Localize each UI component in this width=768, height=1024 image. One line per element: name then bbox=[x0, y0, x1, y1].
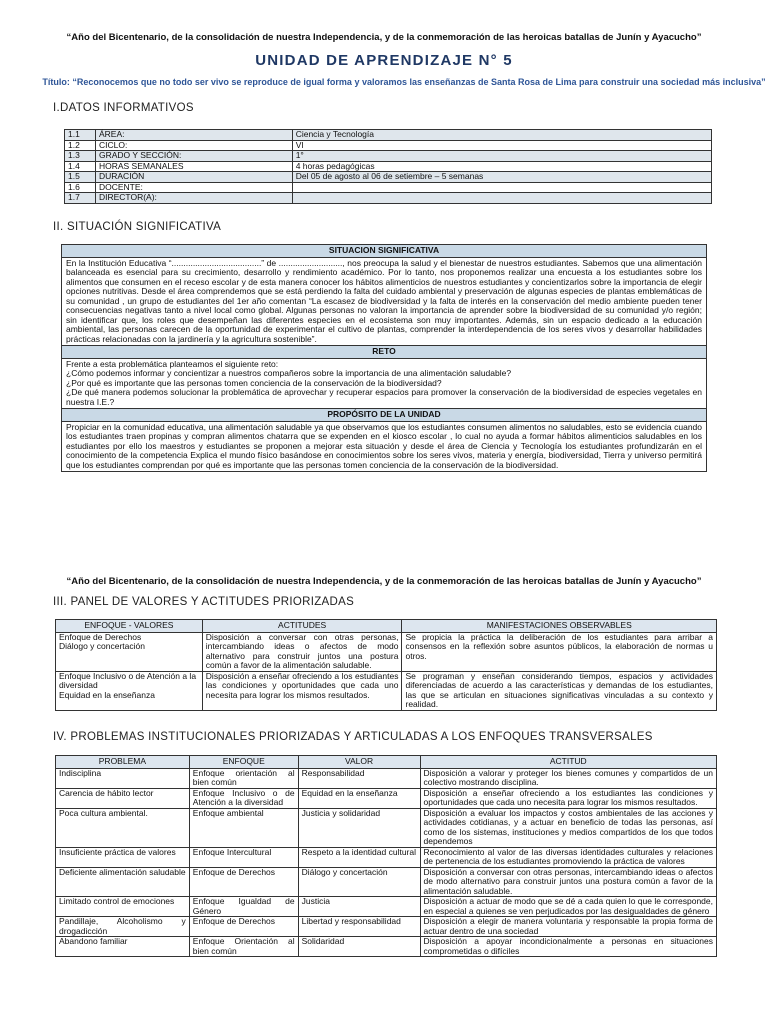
problemas-col-actitud: ACTITUD bbox=[420, 756, 717, 769]
problemas-enfoque: Enfoque Orientación al bien común bbox=[189, 937, 298, 957]
proposito-header: PROPÓSITO DE LA UNIDAD bbox=[62, 409, 707, 422]
proposito-text: Propiciar en la comunidad educativa, una alimentación saludable ya que observamos que los estudiantes consumen alimentos no saludables, esto se evidencia cuando los estudiantes traen propinas y compran alimentos chatarra que se expenden en el kiosco escolar , lo cual no ayuda a formar hábitos alimenticios saludables en los estudiantes por ello los maestros y estudiantes se proponen a mejorar esta situación y desde el área de Ciencia y Tecnología los estudiantes profundizarán en el conocimiento de la competencia Explica el mundo físico basándose en conocimientos sobre los seres vivos, materia y energía, biodiversidad, Tierra y universo permitirá que los estudiantes comprendan por qué es importante que las personas tomen conciencia de la conservación de la biodiversidad. bbox=[62, 421, 707, 472]
valores-actitud: Disposición a enseñar ofreciendo a los estudiantes las condiciones y oportunidades que cada uno necesita para lograr los mismos resultados. bbox=[202, 671, 402, 710]
datos-value: Del 05 de agosto al 06 de setiembre – 5 semanas bbox=[292, 172, 711, 183]
problemas-valor: Responsabilidad bbox=[298, 768, 420, 788]
problemas-problema: Carencia de hábito lector bbox=[56, 788, 190, 808]
problemas-problema: Indisciplina bbox=[56, 768, 190, 788]
problemas-actitud: Disposición a apoyar incondicionalmente a personas en situaciones comprometidas o difíciles bbox=[420, 937, 717, 957]
problemas-enfoque: Enfoque ambiental bbox=[189, 808, 298, 847]
problemas-valor: Respeto a la identidad cultural bbox=[298, 847, 420, 867]
problemas-row bbox=[56, 897, 717, 917]
situacion-header: SITUACION SIGNIFICATIVA bbox=[62, 245, 707, 258]
unit-title: UNIDAD DE APRENDIZAJE N° 5 bbox=[255, 52, 513, 69]
problemas-valor: Diálogo y concertación bbox=[298, 867, 420, 897]
valores-enfoque-line: Diálogo y concertación bbox=[59, 641, 145, 652]
datos-label: GRADO Y SECCIÓN: bbox=[95, 151, 292, 162]
datos-value: 1° bbox=[292, 151, 711, 162]
problemas-valor: Justicia bbox=[298, 897, 420, 917]
problemas-problema: Pandillaje, Alcoholismo y drogadicción bbox=[56, 917, 190, 937]
problemas-actitud: Reconocimiento al valor de las diversas identidades culturales y relaciones de pertenencia de los estudiantes promoviendo la práctica de valores bbox=[420, 847, 717, 867]
section-problemas: IV. PROBLEMAS INSTITUCIONALES PRIORIZADAS Y ARTICULADAS A LOS ENFOQUES TRANSVERSALES bbox=[53, 731, 653, 743]
problemas-col-valor: VALOR bbox=[298, 756, 420, 769]
problemas-enfoque: Enfoque Igualdad de Género bbox=[189, 897, 298, 917]
datos-row bbox=[65, 161, 712, 172]
problemas-row bbox=[56, 847, 717, 867]
valores-manifestacion: Se propicia la práctica la deliberación de los estudiantes para arribar a consensos en la reflexión sobre asuntos públicos, la elaboración de normas u otros. bbox=[402, 632, 717, 671]
datos-row bbox=[65, 193, 712, 204]
problemas-problema: Insuficiente práctica de valores bbox=[56, 847, 190, 867]
datos-label: CICLO: bbox=[95, 140, 292, 151]
valores-enfoque-line: Enfoque de Derechos bbox=[59, 631, 142, 642]
reto-line: ¿De qué manera podemos solucionar la problemática de aprovechar y recuperar espacios para promover la conservación de la biodiversidad de especies vegetales en nuestra I.E.? bbox=[66, 387, 702, 407]
problemas-table bbox=[55, 755, 717, 957]
datos-value bbox=[292, 182, 711, 193]
datos-row bbox=[65, 140, 712, 151]
valores-row bbox=[56, 671, 717, 710]
datos-row bbox=[65, 130, 712, 141]
problemas-actitud: Disposición a enseñar ofreciendo a los estudiantes las condiciones y oportunidades que cada uno necesita para lograr los mismos resultados. bbox=[420, 788, 717, 808]
problemas-enfoque: Enfoque de Derechos bbox=[189, 867, 298, 897]
datos-label: ÁREA: bbox=[95, 130, 292, 141]
problemas-enfoque: Enfoque Inclusivo o de Atención a la diversidad bbox=[189, 788, 298, 808]
reto-line: Frente a esta problemática planteamos el siguiente reto: bbox=[66, 358, 279, 369]
problemas-col-problema: PROBLEMA bbox=[56, 756, 190, 769]
problemas-row bbox=[56, 917, 717, 937]
problemas-actitud: Disposición a elegir de manera voluntaria y responsable la propia forma de actuar dentro de una sociedad bbox=[420, 917, 717, 937]
problemas-actitud: Disposición a valorar y proteger los bienes comunes y compartidos de un colectivo mostrando disciplina. bbox=[420, 768, 717, 788]
motto-header: “Año del Bicentenario, de la consolidación de nuestra Independencia, y de la conmemoración de las heroicas batallas de Junín y Ayacucho” bbox=[66, 32, 702, 43]
datos-num: 1.7 bbox=[65, 193, 96, 204]
datos-num: 1.6 bbox=[65, 182, 96, 193]
problemas-problema: Deficiente alimentación saludable bbox=[56, 867, 190, 897]
problemas-problema: Abandono familiar bbox=[56, 937, 190, 957]
problemas-valor: Libertad y responsabilidad bbox=[298, 917, 420, 937]
section-datos-informativos: I.DATOS INFORMATIVOS bbox=[53, 102, 194, 114]
datos-num: 1.2 bbox=[65, 140, 96, 151]
datos-label: DURACIÓN bbox=[95, 172, 292, 183]
valores-table bbox=[55, 619, 717, 711]
valores-col-actitudes: ACTITUDES bbox=[202, 620, 402, 633]
datos-num: 1.5 bbox=[65, 172, 96, 183]
problemas-enfoque: Enfoque Intercultural bbox=[189, 847, 298, 867]
datos-row bbox=[65, 151, 712, 162]
problemas-row bbox=[56, 768, 717, 788]
valores-col-enfoque: ENFOQUE - VALORES bbox=[56, 620, 203, 633]
problemas-row bbox=[56, 937, 717, 957]
situacion-table bbox=[61, 244, 707, 472]
datos-label: DIRECTOR(A): bbox=[95, 193, 292, 204]
valores-row bbox=[56, 632, 717, 671]
section-panel-valores: III. PANEL DE VALORES Y ACTITUDES PRIORIZADAS bbox=[53, 596, 355, 608]
datos-value: Ciencia y Tecnología bbox=[292, 130, 711, 141]
problemas-valor: Solidaridad bbox=[298, 937, 420, 957]
problemas-valor: Equidad en la enseñanza bbox=[298, 788, 420, 808]
datos-row bbox=[65, 182, 712, 193]
unit-subtitle: Título: “Reconocemos que no todo ser vivo se reproduce de igual forma y valoramos las enseñanzas de Santa Rosa de Lima para construir una sociedad más inclusiva” bbox=[42, 77, 766, 87]
motto-header-page2: “Año del Bicentenario, de la consolidación de nuestra Independencia, y de la conmemoración de las heroicas batallas de Junín y Ayacucho” bbox=[66, 576, 702, 587]
datos-label: HORAS SEMANALES bbox=[95, 161, 292, 172]
valores-enfoque bbox=[56, 671, 203, 710]
problemas-actitud: Disposición a evaluar los impactos y costos ambientales de las acciones y actividades cotidianas, y a actuar en beneficio de todas las personas, así como de los sistemas, instituciones y medios compartidos de los que todos dependemos bbox=[420, 808, 717, 847]
valores-manifestacion: Se programan y enseñan considerando tiempos, espacios y actividades diferenciadas de acuerdo a las características y demandas de los estudiantes, las que se articulan en situaciones significativas vinculadas a su contexto y realidad. bbox=[402, 671, 717, 710]
valores-enfoque-line: Equidad en la enseñanza bbox=[59, 689, 155, 700]
datos-num: 1.1 bbox=[65, 130, 96, 141]
reto-line: ¿Por qué es importante que las personas tomen conciencia de la conservación de la biodiversidad? bbox=[66, 377, 442, 388]
valores-enfoque bbox=[56, 632, 203, 671]
valores-enfoque-line: Enfoque Inclusivo o de Atención a la diversidad bbox=[59, 670, 197, 691]
problemas-actitud: Disposición a conversar con otras personas, intercambiando ideas o afectos de modo alternativo para construir juntos una postura común a favor de la alimentación saludable. bbox=[420, 867, 717, 897]
datos-table bbox=[64, 129, 712, 204]
datos-row bbox=[65, 172, 712, 183]
datos-label: DOCENTE: bbox=[95, 182, 292, 193]
problemas-actitud: Disposición a actuar de modo que se dé a cada quien lo que le corresponde, en especial a quienes se ven perjudicados por las desigualdades de género bbox=[420, 897, 717, 917]
problemas-row bbox=[56, 867, 717, 897]
section-situacion-significativa: II. SITUACIÓN SIGNIFICATIVA bbox=[53, 221, 222, 233]
problemas-row bbox=[56, 808, 717, 847]
datos-value: VI bbox=[292, 140, 711, 151]
problemas-row bbox=[56, 788, 717, 808]
problemas-enfoque: Enfoque de Derechos bbox=[189, 917, 298, 937]
reto-text bbox=[62, 358, 707, 409]
datos-num: 1.4 bbox=[65, 161, 96, 172]
reto-header: RETO bbox=[62, 346, 707, 359]
valores-actitud: Disposición a conversar con otras personas, intercambiando ideas o afectos de modo alternativo para construir juntos una postura común a favor de la alimentación saludable. bbox=[202, 632, 402, 671]
valores-col-manifestaciones: MANIFESTACIONES OBSERVABLES bbox=[402, 620, 717, 633]
problemas-valor: Justicia y solidaridad bbox=[298, 808, 420, 847]
reto-line: ¿Cómo podemos informar y concientizar a nuestros compañeros sobre la importancia de una alimentación saludable? bbox=[66, 368, 512, 379]
datos-value: 4 horas pedagógicas bbox=[292, 161, 711, 172]
datos-num: 1.3 bbox=[65, 151, 96, 162]
situacion-text: En la Institución Educativa “......................................” de ..........................., nos preocupa la salud y el bienestar de nuestros estudiantes. Sabemos que una alimentación balanceada es esencial para su crecimiento, desarrollo y rendimiento académico. Por lo tanto, nos proponemos realizar una encuesta a los estudiantes sobre los alimentos que consumen en el receso escolar y de esta manera conocer los hábitos alimenticios de nuestros estudiantes y concientizarlos sobre la importancia de elegir opciones nutritivas. Desde el área comprendemos que se está perdiendo la falta del cuidado ambiental y preservación de algunas especies de plantas emblemáticas de su comunidad , un grupo de estudiantes del 1er año comentan “La escasez de biodiversidad y la falta de interés en la conservación del medio ambiente pueden tener consecuencias negativas tanto a nivel local como global. Algunas personas no valoran la importancia de aprender sobre la biodiversidad de su comunidad y/o región; sin identificar que, los roles que desempeñan las diferentes especies en el ecosistema son muy importantes. Además, sin un espacio dedicado a la educación ambiental, las personas carecen de la oportunidad de experimentar el cultivo de plantas, comprender la interdependencia de los seres vivos y desarrollar habilidades prácticas relacionadas con la jardinería y la agricultura sostenible”. bbox=[62, 257, 707, 346]
problemas-problema: Poca cultura ambiental. bbox=[56, 808, 190, 847]
datos-value bbox=[292, 193, 711, 204]
problemas-problema: Limitado control de emociones bbox=[56, 897, 190, 917]
problemas-col-enfoque: ENFOQUE bbox=[189, 756, 298, 769]
problemas-enfoque: Enfoque orientación al bien común bbox=[189, 768, 298, 788]
